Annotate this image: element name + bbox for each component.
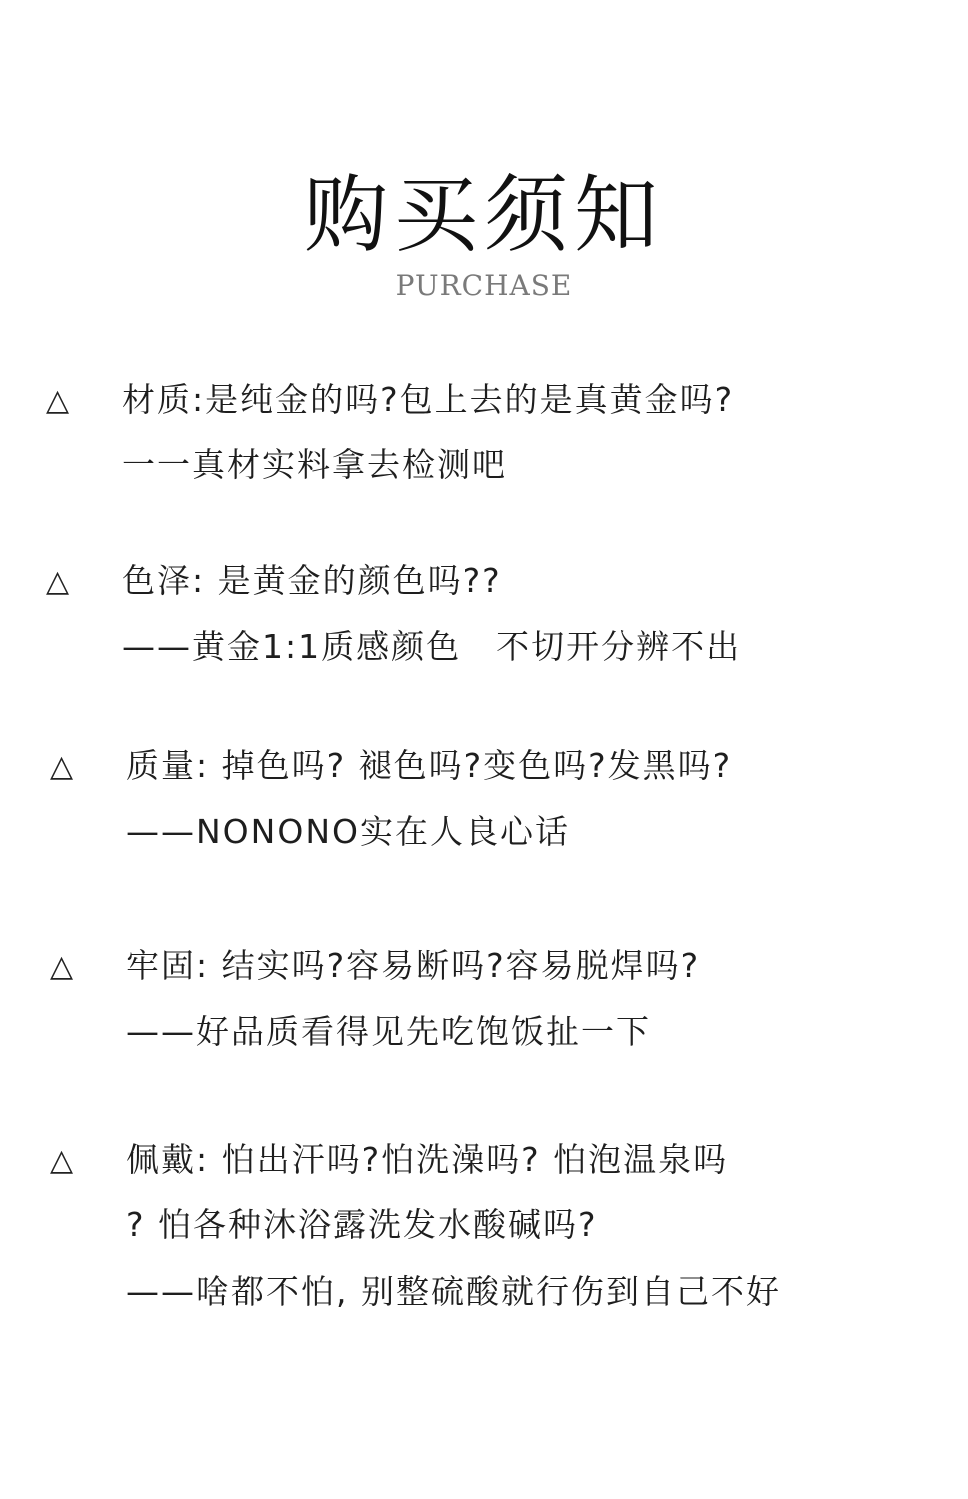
- notice-answer: ——NONONO实在人良心话: [126, 812, 570, 851]
- notice-question: 质量: 掉色吗? 褪色吗?变色吗?发黑吗?: [126, 746, 733, 785]
- triangle-icon: △: [46, 564, 70, 599]
- notice-answer: ——好品质看得见先吃饱饭扯一下: [126, 1012, 651, 1051]
- notice-answer: 一一真材实料拿去检测吧: [122, 445, 507, 484]
- page-title: 购买须知: [303, 166, 664, 264]
- notice-answer: ——黄金1:1质感颜色 不切开分辨不出: [122, 627, 742, 666]
- triangle-icon: △: [50, 949, 74, 984]
- triangle-icon: △: [46, 383, 70, 418]
- notice-question: 色泽: 是黄金的颜色吗??: [122, 561, 502, 600]
- triangle-icon: △: [50, 749, 74, 784]
- notice-question-continued: ? 怕各种沐浴露洗发水酸碱吗?: [126, 1205, 598, 1244]
- triangle-icon: △: [50, 1143, 74, 1178]
- notice-question: 佩戴: 怕出汗吗?怕洗澡吗? 怕泡温泉吗: [126, 1140, 729, 1179]
- notice-answer: ——啥都不怕, 别整硫酸就行伤到自己不好: [126, 1272, 781, 1311]
- notice-question: 牢固: 结实吗?容易断吗?容易脱焊吗?: [126, 946, 701, 985]
- page-subtitle: PURCHASE: [395, 269, 573, 302]
- notice-question: 材质:是纯金的吗?包上去的是真黄金吗?: [122, 380, 735, 419]
